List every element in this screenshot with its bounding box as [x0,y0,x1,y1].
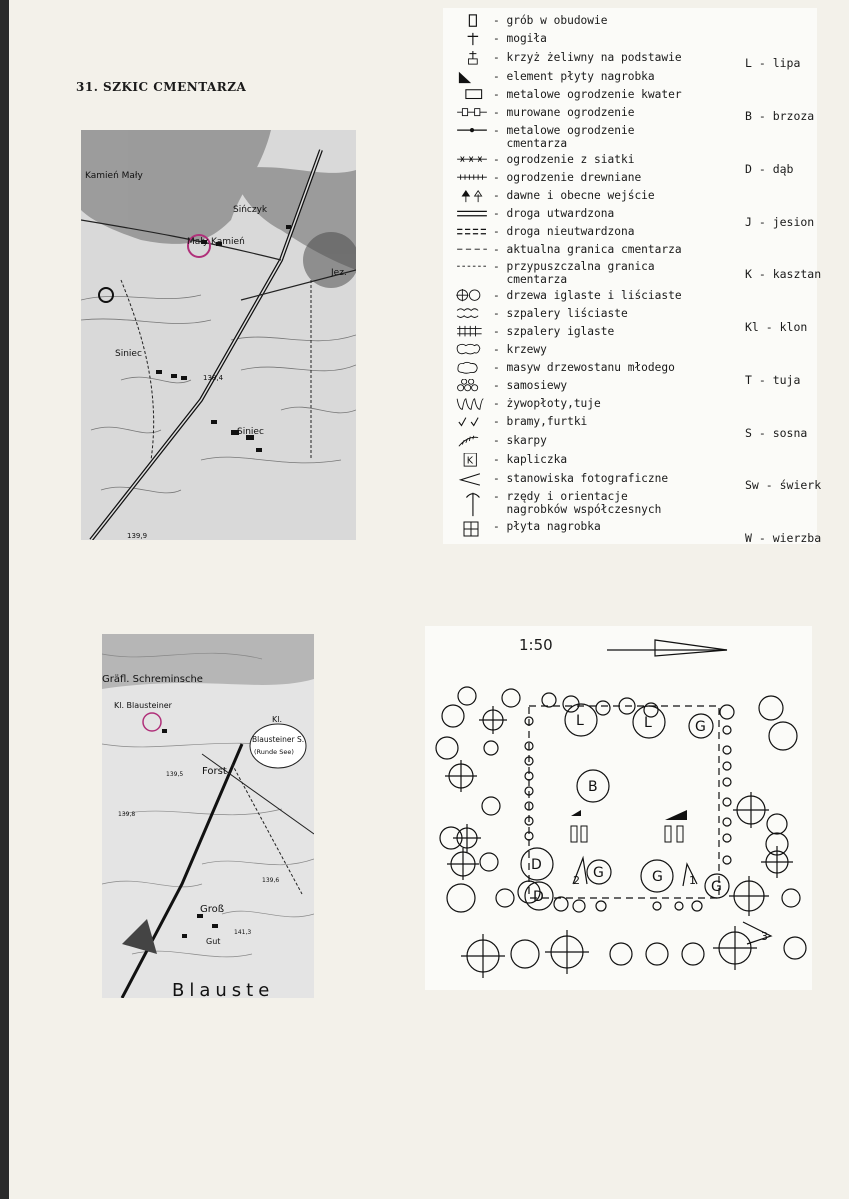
tree-key-swierk: Sw - świerk [745,478,822,493]
presumed-boundary-icon [453,260,491,274]
tree-key-klon: Kl - klon [745,320,808,335]
photo-station-3-label: 3 [761,930,768,943]
tree-key-dab: D - dąb [745,161,794,176]
slopes-icon [453,434,491,448]
photo-station-1-label: 1 [689,874,696,887]
tombstone-slab-icon [453,520,491,538]
map1-label-siniec-east: Siniec [237,427,264,437]
tree-key-brzoza: B - brzoza [745,108,815,123]
grave-rows-icon [453,490,491,518]
tombstone-element-icon [453,70,491,84]
tree-key-jesion: J - jesion [745,214,815,229]
masonry-fence-icon [453,106,491,120]
topographic-map-1 [81,130,356,540]
map2-label-kl-blausteiner: Kl. Blausteiner [114,701,172,710]
map2-label-elevation-2: 139,8 [118,811,136,818]
metal-fence-quarter-icon [453,88,491,102]
map2-label-gut: Gut [206,937,221,946]
plan-tree-G3: G [652,869,663,885]
map2-label-kl: Kl. [272,715,283,724]
iron-cross-icon [453,51,491,65]
current-boundary-icon [453,243,491,257]
entrance-arrows-icon [453,189,491,203]
wooden-fence-icon [453,171,491,185]
photo-station-icon [453,472,491,486]
map1-label-elevation-1: 138,4 [203,374,224,382]
page-binding-edge [0,0,9,1199]
plan-tree-G4: G [711,879,722,895]
map1-label-kamien-maly: Kamień Mały [85,171,143,181]
plan-tree-B: B [588,779,598,795]
unpaved-road-icon [453,225,491,239]
conifer-row-icon [453,325,491,339]
plan-tree-L2: L [644,715,652,731]
map2-label-runde-see: (Runde See) [254,748,294,756]
chapel-icon-letter: K [466,455,474,467]
plan-tree-D2: D [533,889,544,905]
mound-grave-icon [453,32,491,46]
tree-key-lipa: L - lipa [745,56,801,71]
map2-label-elevation-3: 139,6 [262,877,280,884]
plan-tree-L1: L [576,713,584,729]
map1-label-siniec-west: Siniec [115,349,142,359]
tree-key-tuja: T - tuja [745,372,801,387]
self-seeding-icon [453,379,491,393]
tree-species-key [745,20,821,583]
grave-enclosure-icon [453,14,491,28]
cemetery-boundary [529,706,719,898]
shrubs-icon [453,343,491,357]
plan-graves [571,810,687,842]
map2-label-gross: Groß [200,904,225,915]
chapel-icon [453,453,491,467]
tree-key-kasztan: K - kasztan [745,267,822,282]
map2-label-blausteiner-see: Blausteiner S. [252,735,305,744]
historic-map-2 [102,634,314,998]
plan-drawing [425,626,812,990]
gates-icon [453,415,491,429]
map2-label-elevation-1: 139,5 [166,771,184,778]
map2-label-forst: Forst [202,766,227,777]
plan-tree-G1: G [695,719,706,735]
plan-conifers [445,706,793,978]
cemetery-plan [425,626,812,990]
plan-tree-D1: D [531,857,542,873]
deciduous-row-icon [453,307,491,321]
young-stand-icon [453,361,491,375]
plan-scale: 1:50 [519,636,553,654]
map1-label-sinczyk: Sińczyk [233,205,268,215]
legend-panel: - grób w obudowie - mogiła - krzyż żeliwny na podstawie - element płyty nagrobka - metalowe ogrodzenie kwater - murowane ogrodzenie - metalowe ogrodzenie cmentarza - ogrodzenie z siatki - ogrodzenie drewniane - dawne i obecne wejście - droga utwardzona - droga nieutwardzona - aktualna granica cmentarza - przypuszczalna granica cmentarza - drzewa iglaste i liściaste - szpalery liściaste - szpalery iglaste - krzewy - masyw drzewostanu młodego - samosiewy - żywopłoty,tuje - bramy,furtki - skarpy K - kapliczka - stanowiska fotograficzne - rzędy i orientacje nagrobków współczesnych - płyta nagrobka L - lipa B - brzoza D - dąb J - jesion K - kasztan Kl - klon T - tuja S - sosna Sw - świerk W - wierzba [443,8,817,544]
wire-fence-icon [453,153,491,167]
paved-road-icon [453,207,491,221]
map1-label-maly-kamien: Mały Kamień [187,237,245,247]
map2-label-elevation-4: 141,3 [234,929,252,936]
tree-key-sosna: S - sosna [745,425,808,440]
map1-drawing [81,130,356,540]
map2-label-blauste: Blauste [172,980,275,998]
map1-label-elevation-2: 139,9 [127,532,148,540]
tree-key-wierzba: W - wierzba [745,531,822,546]
hedges-icon [453,397,491,411]
map1-label-jez: Jez. [331,268,347,278]
north-arrow-icon [607,640,727,656]
plan-tree-G2: G [593,865,604,881]
trees-icon [453,289,491,303]
page-title: 31. SZKIC CMENTARZA [76,80,247,94]
metal-fence-cemetery-icon [453,124,491,138]
map2-drawing [102,634,314,998]
photo-station-2-label: 2 [573,874,580,887]
map2-label-grafl: Gräfl. Schreminsche [102,674,203,685]
